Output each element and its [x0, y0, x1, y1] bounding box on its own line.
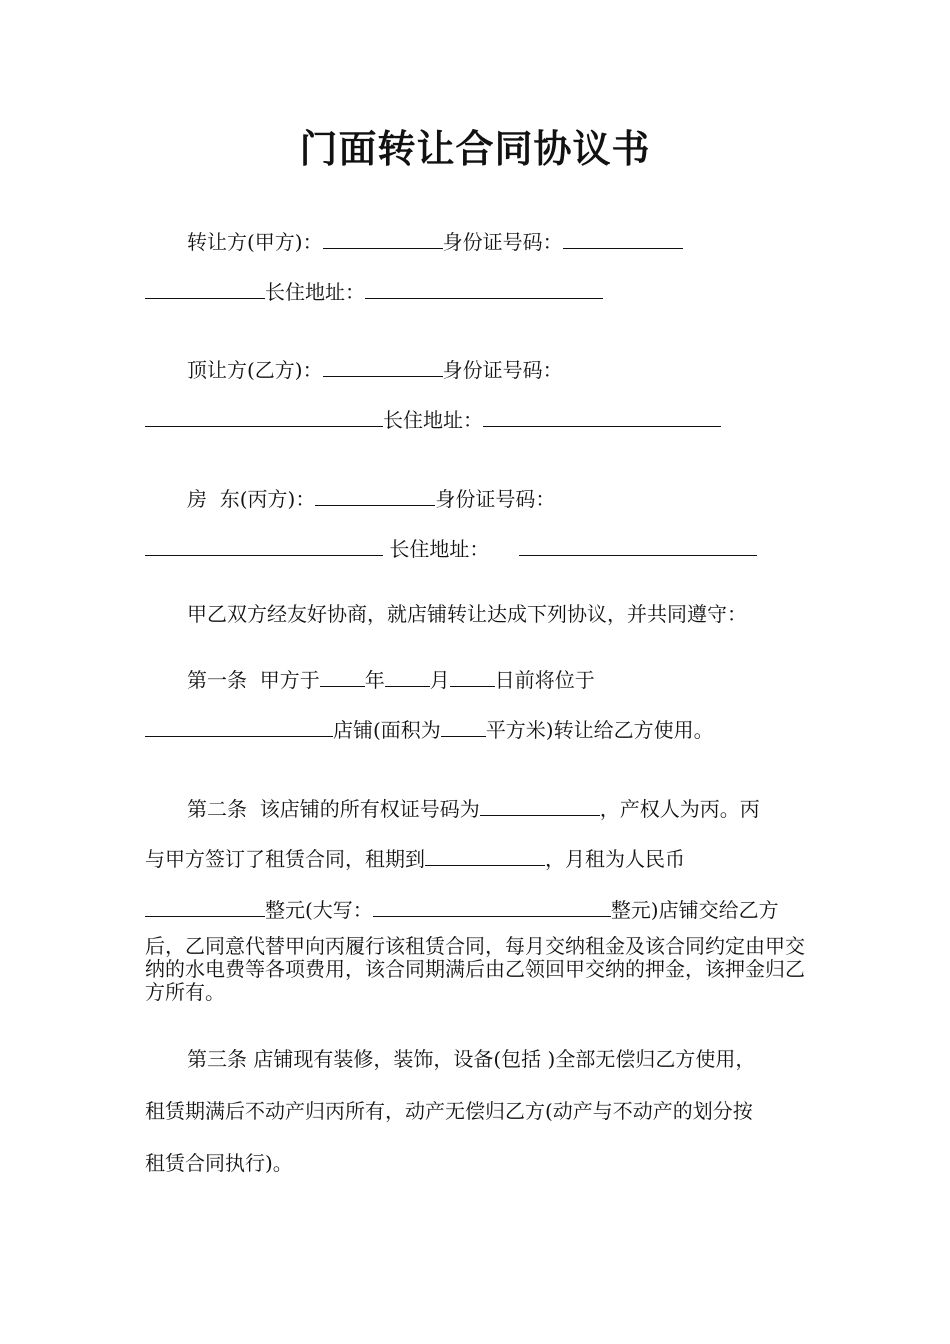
article-2-line-2 — [145, 845, 685, 872]
year-label: 年 — [364, 668, 385, 692]
party-c-name-blank — [315, 485, 435, 506]
party-c-line-2 — [145, 535, 757, 562]
party-a-id-blank-cont — [145, 278, 265, 299]
article-2-text-3b: 整元)店铺交给乙方 — [610, 898, 779, 922]
sqm-label: 平方米)转让给乙方使用。 — [485, 718, 714, 742]
party-a-line-1 — [187, 228, 683, 255]
intro-text: 甲乙双方经友好协商，就店铺转让达成下列协议，并共同遵守： — [187, 602, 747, 626]
article-2-text-2b: ，月租为人民币 — [545, 847, 685, 871]
party-a-addr-blank — [365, 278, 603, 299]
rent-uppercase-blank — [373, 896, 611, 917]
party-b-line-1 — [187, 356, 563, 383]
party-c-addr-blank — [519, 535, 757, 556]
area-blank — [441, 716, 486, 737]
party-b-id-blank — [145, 406, 383, 427]
party-a-id-blank — [563, 228, 683, 249]
ownership-cert-blank — [480, 795, 600, 816]
party-a-id-label: 身份证号码： — [442, 230, 563, 254]
article-2-line-3 — [145, 896, 779, 923]
party-a-line-2 — [145, 278, 603, 305]
article-3-line-1: 第三条 店铺现有装修，装饰，设备(包括 )全部无偿归乙方使用， — [187, 1047, 756, 1071]
article-2-text-1b: ，产权人为丙。丙 — [599, 797, 760, 821]
article-3-line-2: 租赁期满后不动产归丙所有，动产无偿归乙方(动产与不动产的划分按 — [145, 1099, 753, 1123]
article-1-line-2 — [145, 716, 714, 743]
party-c-id-blank — [145, 535, 383, 556]
party-b-addr-blank — [483, 406, 721, 427]
party-b-label: 顶让方(乙方)： — [187, 358, 323, 382]
day-label: 日前将位于 — [494, 668, 595, 692]
party-c-line-1 — [187, 485, 555, 512]
party-b-addr-label: 长住地址： — [383, 408, 483, 432]
party-a-label: 转让方(甲方)： — [187, 230, 323, 254]
article-2-text-3a: 整元(大写： — [265, 898, 373, 922]
article-3-line-3: 租赁合同执行)。 — [145, 1151, 293, 1175]
party-c-addr-label: 长住地址： — [383, 537, 490, 561]
party-a-addr-label: 长住地址： — [265, 280, 365, 304]
party-a-name-blank — [323, 228, 443, 249]
year-blank — [320, 666, 365, 687]
article-2-paragraph: 后，乙同意代替甲向丙履行该租赁合同，每月交纳租金及该合同约定由甲交纳的水电费等各项费用，该合同期满后由乙领回甲交纳的押金，该押金归乙方所有。 — [145, 934, 805, 1004]
document-title: 门面转让合同协议书 — [299, 126, 651, 171]
month-label: 月 — [429, 668, 450, 692]
shop-label: 店铺(面积为 — [333, 718, 441, 742]
article-1-line-1 — [187, 666, 595, 693]
rent-amount-blank — [145, 896, 265, 917]
party-c-label: 房 东(丙方)： — [187, 487, 316, 511]
party-b-id-label: 身份证号码： — [442, 358, 563, 382]
shop-location-blank — [145, 716, 333, 737]
month-blank — [385, 666, 430, 687]
party-c-id-label: 身份证号码： — [435, 487, 556, 511]
party-b-name-blank — [323, 356, 443, 377]
lease-term-blank — [425, 845, 545, 866]
article-1-text-1: 第一条 甲方于 — [187, 668, 320, 692]
party-b-line-2 — [145, 406, 721, 433]
article-2-text-2: 与甲方签订了租赁合同，租期到 — [145, 847, 425, 871]
day-blank — [450, 666, 495, 687]
article-2-text-1: 第二条 该店铺的所有权证号码为 — [187, 797, 480, 821]
article-2-line-1 — [187, 795, 760, 822]
